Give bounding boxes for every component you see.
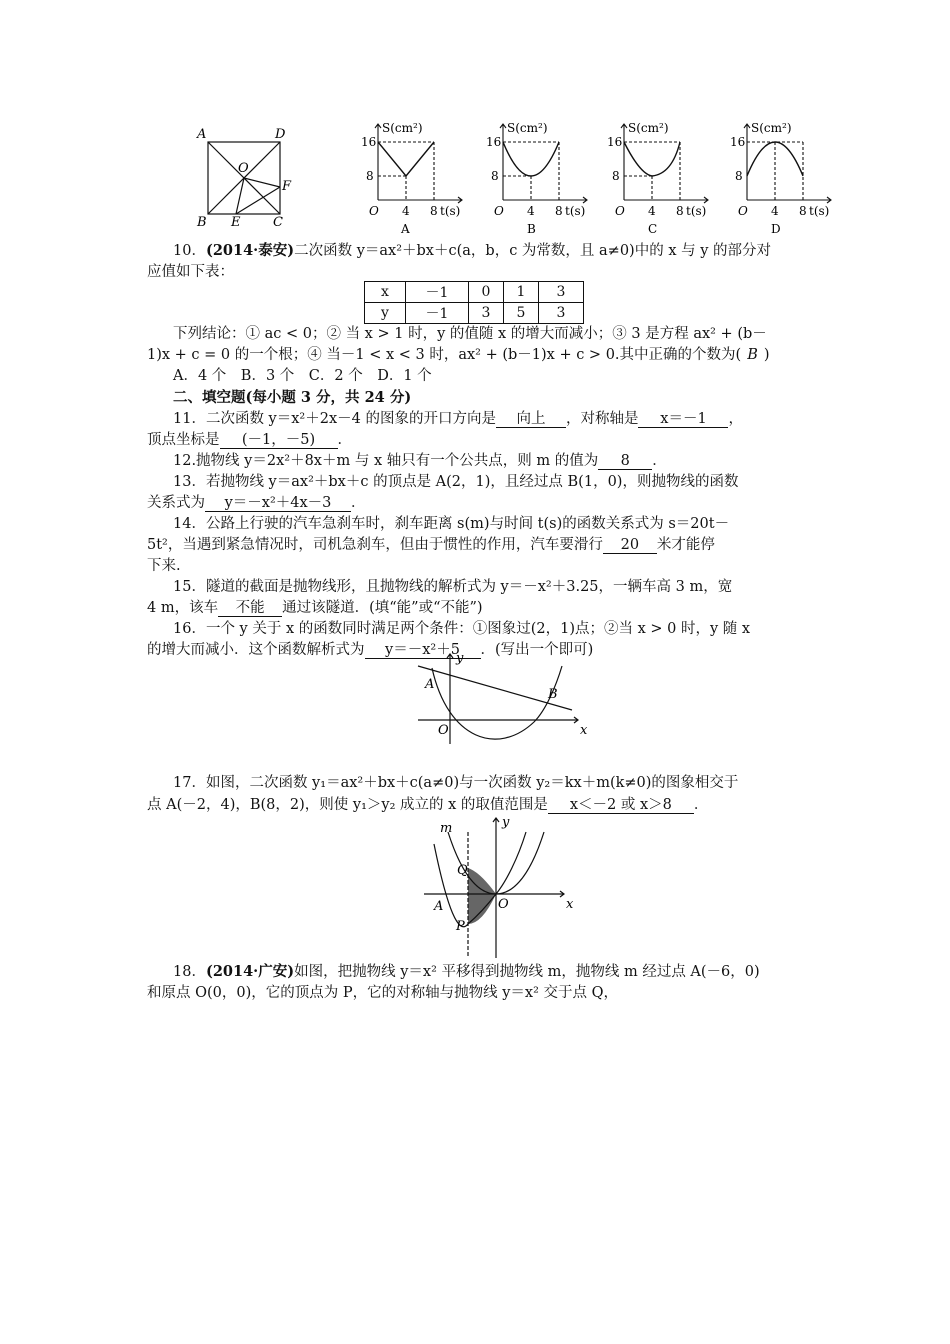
q10-line1: 10．(2014·泰安)二次函数 y＝ax²＋bx＋c(a，b，c 为常数，且 a≠0)中的 x 与 y 的部分对 bbox=[173, 242, 772, 259]
svg-text:8: 8 bbox=[735, 169, 743, 183]
q11-line1: 11．二次函数 y＝x²＋2x－4 的图象的开口方向是 向上 ，对称轴是 x＝－1 ， bbox=[173, 411, 743, 427]
svg-text:S(cm²): S(cm²) bbox=[507, 121, 548, 135]
section-heading: 二、填空题(每小题 3 分，共 24 分) bbox=[173, 389, 412, 406]
svg-text:4: 4 bbox=[402, 204, 410, 218]
svg-text:16: 16 bbox=[730, 135, 746, 149]
value-table bbox=[364, 281, 584, 324]
square-figure bbox=[195, 122, 295, 230]
q11-answer3: (－1，－5) bbox=[220, 432, 338, 449]
caption-B: B bbox=[527, 222, 536, 236]
q17-answer: x＜－2 或 x＞8 bbox=[548, 797, 694, 814]
svg-text:S(cm²): S(cm²) bbox=[628, 121, 669, 135]
svg-text:t(s): t(s) bbox=[809, 204, 830, 218]
q17-origin: O bbox=[438, 723, 449, 738]
q17-point-A: A bbox=[425, 677, 435, 692]
q14-line2: 5t²，当遇到紧急情况时，司机急刹车，但由于惯性的作用，汽车要滑行 20 米才能停 bbox=[147, 537, 715, 553]
q16-line1: 16．一个 y 关于 x 的函数同时满足两个条件：①图象过(2，1)点；②当 x > 0 时，y 随 x bbox=[173, 621, 751, 637]
graph-A bbox=[358, 118, 468, 236]
graph-C bbox=[604, 118, 714, 236]
caption-A: A bbox=[401, 222, 410, 236]
svg-text:4: 4 bbox=[648, 204, 656, 218]
svg-text:8: 8 bbox=[799, 204, 807, 218]
q12-line: 12.抛物线 y＝2x²＋8x＋m 与 x 轴只有一个公共点，则 m 的值为 8 ． bbox=[173, 453, 667, 469]
svg-text:O: O bbox=[369, 204, 379, 218]
y-axis-label: S(cm²) bbox=[382, 121, 423, 135]
table-row: x －1 0 1 3 bbox=[365, 282, 584, 303]
svg-text:16: 16 bbox=[607, 135, 623, 149]
svg-text:O: O bbox=[494, 204, 504, 218]
caption-D: D bbox=[771, 222, 781, 236]
q10-conclusion1: 下列结论：① ac < 0；② 当 x > 1 时，y 的值随 x 的增大而减小；③ 3 是方程 ax² + (b－ bbox=[173, 326, 767, 342]
svg-text:8: 8 bbox=[676, 204, 684, 218]
svg-text:4: 4 bbox=[771, 204, 779, 218]
graph-B bbox=[483, 118, 593, 236]
q17-x-label: x bbox=[580, 723, 588, 738]
svg-text:t(s): t(s) bbox=[686, 204, 707, 218]
label-O: O bbox=[238, 161, 249, 176]
q11-line2: 顶点坐标是 (－1，－5) ． bbox=[147, 432, 352, 448]
svg-text:O: O bbox=[615, 204, 625, 218]
q17-point-B: B bbox=[548, 687, 558, 702]
q10-options: A．4 个 B．3 个 C．2 个 D．1 个 bbox=[173, 368, 432, 384]
svg-text:t(s): t(s) bbox=[565, 204, 586, 218]
graph-D bbox=[727, 118, 837, 236]
q13-answer: y＝－x²＋4x－3 bbox=[205, 495, 351, 512]
svg-text:8: 8 bbox=[366, 169, 374, 183]
q17-y-label: y bbox=[456, 651, 464, 666]
svg-text:4: 4 bbox=[527, 204, 535, 218]
svg-text:8: 8 bbox=[491, 169, 499, 183]
q18-y-label: y bbox=[502, 815, 510, 830]
label-E: E bbox=[231, 215, 241, 230]
q16-line2: 的增大而减小．这个函数解析式为 y＝－x²＋5 ．(写出一个即可) bbox=[147, 642, 594, 658]
q14-line1: 14．公路上行驶的汽车急刹车时，刹车距离 s(m)与时间 t(s)的函数关系式为 s＝20t－ bbox=[173, 516, 730, 532]
q18-line2: 和原点 O(0，0)，它的顶点为 P，它的对称轴与抛物线 y＝x² 交于点 Q， bbox=[147, 985, 619, 1001]
caption-C: C bbox=[648, 222, 658, 236]
label-B: B bbox=[197, 215, 207, 230]
q12-answer: 8 bbox=[598, 453, 652, 470]
label-A: A bbox=[197, 127, 207, 142]
figure-q18 bbox=[418, 812, 578, 960]
q10-conclusion2: 1)x + c = 0 的一个根；④ 当－1 < x < 3 时，ax² + (b－1)x + c > 0.其中正确的个数为( B ) bbox=[147, 347, 770, 363]
label-D: D bbox=[275, 127, 286, 142]
svg-text:16: 16 bbox=[361, 135, 377, 149]
q18-origin: O bbox=[498, 897, 509, 912]
q18-point-Q: Q bbox=[457, 863, 468, 878]
q14-line3: 下来. bbox=[147, 558, 181, 574]
q14-answer: 20 bbox=[603, 537, 657, 554]
label-C: C bbox=[273, 215, 283, 230]
label-F: F bbox=[282, 179, 292, 194]
q16-answer: y＝－x²＋5 bbox=[365, 642, 481, 659]
q13-line1: 13．若抛物线 y＝ax²＋bx＋c 的顶点是 A(2，1)，且经过点 B(1，0)，则抛物线的函数 bbox=[173, 474, 739, 490]
svg-text:t(s): t(s) bbox=[440, 204, 461, 218]
svg-text:16: 16 bbox=[486, 135, 502, 149]
q18-m-label: m bbox=[440, 821, 453, 836]
q18-line1: 18．(2014·广安)如图，把抛物线 y＝x² 平移得到抛物线 m，抛物线 m 经过点 A(－6，0) bbox=[173, 963, 760, 980]
q17-line1: 17．如图，二次函数 y₁＝ax²＋bx＋c(a≠0)与一次函数 y₂＝kx＋m(k≠0)的图象相交于 bbox=[173, 775, 739, 791]
q18-x-label: x bbox=[566, 897, 574, 912]
svg-text:8: 8 bbox=[430, 204, 438, 218]
svg-text:8: 8 bbox=[612, 169, 620, 183]
q10-line2: 应值如下表： bbox=[147, 264, 234, 280]
svg-text:O: O bbox=[738, 204, 748, 218]
q15-line1: 15．隧道的截面是抛物线形，且抛物线的解析式为 y＝－x²＋3.25，一辆车高 3 m，宽 bbox=[173, 579, 733, 595]
svg-text:8: 8 bbox=[555, 204, 563, 218]
table-row: y －1 3 5 3 bbox=[365, 303, 584, 324]
q17-line2: 点 A(－2，4)，B(8，2)，则使 y₁＞y₂ 成立的 x 的取值范围是 x＜－2 或 x＞8 ． bbox=[147, 797, 709, 813]
svg-text:S(cm²): S(cm²) bbox=[751, 121, 792, 135]
q11-answer1: 向上 bbox=[496, 411, 566, 428]
q13-line2: 关系式为 y＝－x²＋4x－3 ． bbox=[147, 495, 366, 511]
q11-answer2: x＝－1 bbox=[638, 411, 728, 428]
shaded-region bbox=[468, 868, 496, 924]
q15-answer: 不能 bbox=[218, 600, 282, 617]
q18-point-P: P bbox=[456, 919, 465, 934]
figure-q17 bbox=[410, 648, 590, 748]
q18-point-A: A bbox=[434, 899, 444, 914]
q15-line2: 4 m，该车 不能 通过该隧道．(填“能”或“不能”) bbox=[147, 600, 483, 616]
